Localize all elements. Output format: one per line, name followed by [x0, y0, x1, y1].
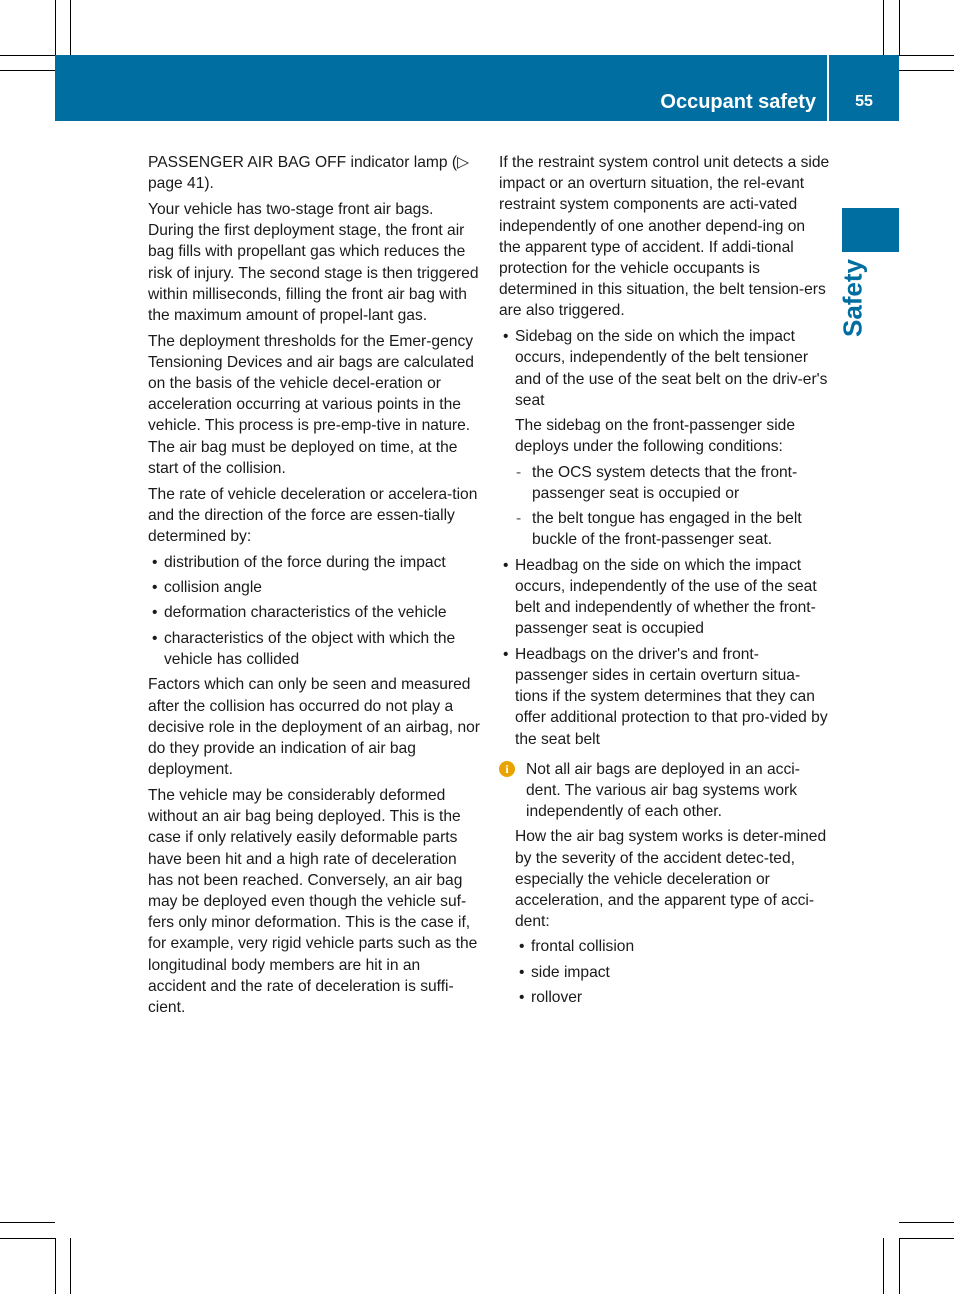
crop-mark	[899, 0, 900, 55]
crop-mark	[70, 0, 71, 55]
paragraph: The vehicle may be considerably deformed without an air bag being deployed. This is the case if only relatively easily deformable parts have been hit and a high rate of deceleration has not been reached. Conversely, an air bag may be deployed even though the vehicle suf-fers only minor deformation. This is the case if, for example, very rigid vehicle parts such as the longitudinal body members are hit in an accident and the rate of deceleration is suffi-cient.	[148, 786, 478, 1016]
note-paragraph: Not all air bags are deployed in an acci-dent. The various air bag systems work independently of each other.	[526, 760, 800, 821]
bullet-list	[499, 555, 831, 750]
right-column	[499, 152, 831, 1013]
crop-mark	[899, 1238, 954, 1239]
crop-mark	[0, 70, 55, 71]
crop-mark	[55, 0, 56, 55]
bullet-list	[148, 552, 480, 671]
crop-mark	[0, 55, 55, 56]
list-item: • distribution of the force during the impact	[148, 552, 480, 573]
crop-mark	[70, 1238, 71, 1294]
paragraph: The deployment thresholds for the Emer-gency Tensioning Devices and air bags are calculated on the basis of the vehicle decel-eration or acceleration occurring at various points in the vehicle. This process is pre-emp-tive in nature. The air bag must be deployed on time, at the start of the collision.	[148, 332, 474, 477]
crop-mark	[883, 1238, 884, 1294]
section-title: Occupant safety	[660, 91, 816, 113]
crop-mark	[0, 1238, 55, 1239]
note-paragraph: How the air bag system works is deter-mined by the severity of the accident detec-ted, especially the vehicle deceleration or acceleration, and the apparent type of acci-dent:	[515, 828, 827, 931]
list-item: - the OCS system detects that the front-passenger seat is occupied or	[515, 462, 831, 504]
header-bar	[55, 55, 899, 121]
paragraph: The rate of vehicle deceleration or accelera-tion and the direction of the force are essen-tially determined by:	[148, 485, 478, 545]
paragraph: Your vehicle has two-stage front air bags. During the first deployment stage, the front air bag fills with propellant gas which reduces the risk of injury. The second stage is then triggered within milliseconds, filling the front air bag with the maximum amount of propel-lant gas.	[148, 200, 479, 324]
crop-mark	[883, 0, 884, 55]
paragraph: Factors which can only be seen and measured after the collision has occurred do not play a decisive role in the deployment of an airbag, nor do they provide an indication of air bag deployment.	[148, 676, 480, 779]
list-item: • Headbag on the side on which the impact occurs, independently of the use of the seat belt and independently of whether the front-passenger seat is occupied	[499, 555, 831, 640]
list-item: • frontal collision	[515, 936, 831, 957]
info-icon: i	[499, 761, 515, 777]
bullet-sub-content	[515, 415, 831, 550]
side-tab-label: Safety	[837, 258, 868, 338]
paragraph: If the restraint system control unit detects a side impact or an overturn situation, the rel-evant restraint system components are acti-vated independently of one another depend-ing on the apparent type of accident. If addi-tional protection for the vehicle occupants is determined in this situation, the belt tension-ers are also triggered.	[499, 154, 830, 320]
bullet-list	[515, 936, 831, 1008]
crop-mark	[899, 55, 954, 56]
crop-mark	[0, 1222, 55, 1223]
crop-mark	[899, 1238, 900, 1294]
paragraph: PASSENGER AIR BAG OFF indicator lamp (▷ page 41).	[148, 154, 470, 193]
bullet-list	[499, 326, 831, 411]
list-item: • rollover	[515, 987, 831, 1008]
list-item: • collision angle	[148, 577, 480, 598]
paragraph: The sidebag on the front-passenger side deploys under the following conditions:	[515, 417, 796, 456]
left-column	[148, 152, 480, 1023]
page-number: 55	[855, 93, 873, 110]
crop-mark	[899, 1222, 954, 1223]
list-item	[499, 326, 831, 411]
list-item: • Headbags on the driver's and front-passenger sides in certain overturn situa-tions if the system determines that they can offer additional protection to that pro-vided by the seat belt	[499, 644, 831, 750]
info-note	[499, 759, 831, 1009]
list-item: - the belt tongue has engaged in the belt buckle of the front-passenger seat.	[515, 508, 831, 550]
list-item: • side impact	[515, 962, 831, 983]
dash-list	[515, 462, 831, 551]
crop-mark	[899, 70, 954, 71]
list-item: • deformation characteristics of the vehicle	[148, 602, 480, 623]
crop-mark	[55, 1238, 56, 1294]
list-item-text: Sidebag on the side on which the impact occurs, independently of the belt tensioner and of the use of the seat belt on the driv-er's seat	[515, 328, 828, 409]
list-item: • characteristics of the object with which the vehicle has collided	[148, 628, 480, 670]
side-tab-marker	[842, 208, 899, 252]
